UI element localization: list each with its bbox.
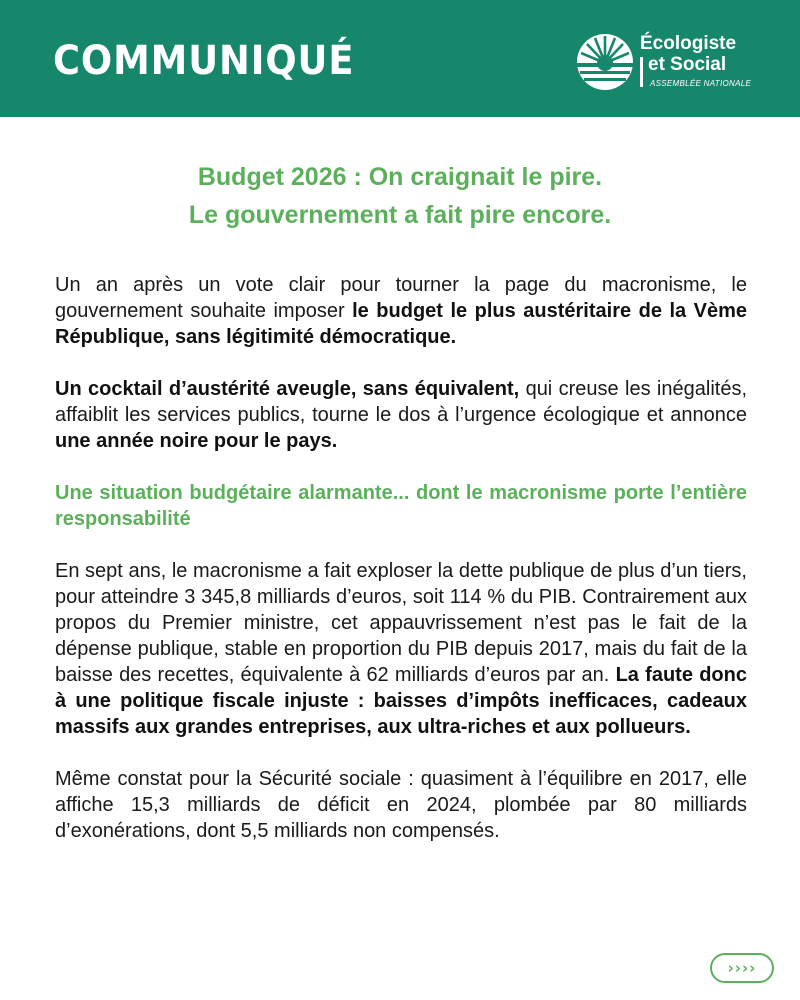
logo-divider bbox=[640, 57, 643, 87]
title-line-1: Budget 2026 : On craignait le pire. bbox=[197, 163, 603, 191]
sun-icon bbox=[576, 33, 634, 91]
paragraph-bold: Un cocktail d’austérité aveugle, sans équivalent, bbox=[55, 378, 520, 400]
paragraph-2 bbox=[55, 376, 747, 454]
chevron-right-icon: ›››› bbox=[727, 959, 757, 977]
press-release-title bbox=[0, 158, 800, 234]
paragraph-text: En sept ans, le macronisme a fait exploser la dette publique de plus d’un tiers, pour atteindre 3 345,8 milliards d’euros, soit 114 % du PIB. Contrairement aux propos du Premier ministre, cet appauvrissement n’est pas le fait de la dépense publique, stable en proportion du PIB depuis 2017, mais du fait de la baisse des recettes, équivalente à 62 milliards d’euros par an. bbox=[55, 560, 747, 686]
party-logo bbox=[576, 33, 776, 93]
paragraph-text: qui creuse les inégalités, affaiblit les services publics, tourne le dos à l’urgence écologique et annonce bbox=[55, 378, 747, 426]
article-body bbox=[55, 272, 747, 870]
logo-subtitle: ASSEMBLÉE NATIONALE bbox=[650, 79, 752, 88]
paragraph-text: Même constat pour la Sécurité sociale : quasiment à l’équilibre en 2017, elle affiche 15,3 milliards de déficit en 2024, plombée par 80 milliards d’exonérations, dont 5,5 milliards non compensés. bbox=[55, 768, 747, 842]
paragraph-4 bbox=[55, 766, 747, 844]
paragraph-1 bbox=[55, 272, 747, 350]
paragraph-bold: le budget le plus austéritaire de la Vème République, sans légitimité démocratique. bbox=[55, 300, 747, 348]
page-type-title: COMMUNIQUÉ bbox=[53, 38, 355, 84]
header-banner bbox=[0, 0, 800, 117]
title-line-2: Le gouvernement a fait pire encore. bbox=[188, 201, 612, 229]
logo-name-line2: et Social bbox=[648, 54, 727, 75]
logo-name-line1: Écologiste bbox=[640, 33, 737, 54]
next-page-button[interactable] bbox=[710, 953, 774, 983]
section-subheading: Une situation budgétaire alarmante... dont le macronisme porte l’entière responsabilité bbox=[55, 482, 747, 530]
paragraph-text: Un an après un vote clair pour tourner la page du macronisme, le gouvernement souhaite imposer bbox=[55, 274, 747, 322]
paragraph-bold: La faute donc à une politique fiscale injuste : baisses d’impôts inefficaces, cadeaux massifs aux grandes entreprises, aux ultra-riches et aux pollueurs. bbox=[55, 664, 747, 738]
paragraph-bold: une année noire pour le pays. bbox=[55, 430, 338, 452]
paragraph-3 bbox=[55, 558, 747, 740]
